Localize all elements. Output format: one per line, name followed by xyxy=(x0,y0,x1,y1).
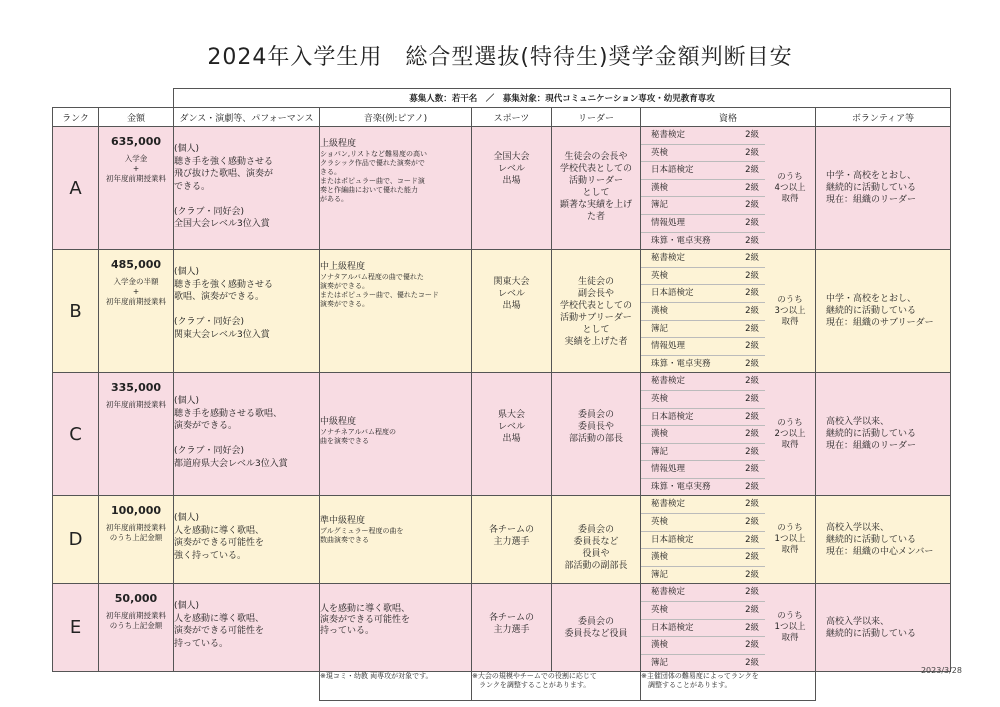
qualification-level: 2級 xyxy=(745,605,759,616)
qualification-name: 英検 xyxy=(651,517,669,528)
amount-value: 635,000 xyxy=(110,135,162,148)
dance-cell: (個人) 聴き手を感動させる歌唱、 演奏ができる。 (クラブ・同好会) 都道府県大会レベル3位入賞 xyxy=(174,373,320,496)
qualification-name: 簿記 xyxy=(651,200,669,211)
sports-cell: 県大会 レベル 出場 xyxy=(472,373,552,496)
rank-cell: E xyxy=(53,584,99,672)
qualification-name: 秘書検定 xyxy=(651,253,686,264)
music-cell xyxy=(320,250,472,373)
qualification-name: 日本語検定 xyxy=(651,622,694,633)
qualification-level: 2級 xyxy=(745,235,759,246)
qualification-name: 英検 xyxy=(651,270,669,281)
qualification-name: 情報処理 xyxy=(651,464,686,475)
music-detail: ソナタアルバム程度の曲で優れた 演奏ができる。 またはポピュラー曲で、優れたコード 演奏ができる。 xyxy=(320,273,439,309)
qualification-name: 秘書検定 xyxy=(651,587,686,598)
volunteer-cell: 中学・高校をとおし、 継続的に活動している 現在：組織のリーダー xyxy=(816,127,951,250)
header-dance: ダンス・演劇等、パフォーマンス xyxy=(174,108,320,127)
header-sports: スポーツ xyxy=(472,108,552,127)
qualification-item xyxy=(641,567,765,584)
qualification-item xyxy=(641,637,765,655)
qualification-level: 2級 xyxy=(745,270,759,281)
qualification-note: のうち 1つ以上 取得 xyxy=(774,611,806,644)
qualification-level: 2級 xyxy=(745,130,759,140)
qualification-item xyxy=(641,268,765,286)
qualification-item xyxy=(641,180,765,198)
music-level: 上級程度 xyxy=(320,139,357,149)
table-row xyxy=(53,373,951,496)
leader-cell: 委員会の 委員長など 役員や 部活動の副部長 xyxy=(552,496,641,584)
qualification-name: 珠算・電卓実務 xyxy=(651,481,711,492)
qualification-item xyxy=(641,479,765,496)
music-level: 人を感動に導く歌唱、 演奏ができる可能性を 持っている。 xyxy=(320,604,411,637)
qualification-name: 日本語検定 xyxy=(651,165,694,176)
qualification-level: 2級 xyxy=(745,640,759,651)
qualification-item xyxy=(641,461,765,479)
qualification-item xyxy=(641,250,765,268)
date-stamp: 2023/3/28 xyxy=(920,666,962,675)
music-cell xyxy=(320,127,472,250)
qualification-item xyxy=(641,549,765,567)
leader-cell: 生徒会の会長や 学校代表としての 活動リーダー として 顕著な実績を上げ た者 xyxy=(552,127,641,250)
qualification-item xyxy=(641,233,765,250)
qualification-level: 2級 xyxy=(745,499,759,510)
qualification-level: 2級 xyxy=(745,182,759,193)
dance-cell: (個人) 人を感動に導く歌唱、 演奏ができる可能性を 持っている。 xyxy=(174,584,320,672)
qualification-level: 2級 xyxy=(745,464,759,475)
qualification-level: 2級 xyxy=(745,393,759,404)
qualification-level: 2級 xyxy=(745,622,759,633)
amount-cell xyxy=(99,250,174,373)
music-detail: ブルグミュラー程度の曲を 数曲演奏できる xyxy=(320,527,404,545)
music-cell xyxy=(320,496,472,584)
header-amount: 金額 xyxy=(99,108,174,127)
dance-cell: (個人) 聴き手を強く感動させる 歌唱、演奏ができる。 (クラブ・同好会) 関東大会レベル3位入賞 xyxy=(174,250,320,373)
qualification-name: 秘書検定 xyxy=(651,499,686,510)
leader-cell: 生徒会の 副会長や 学校代表としての 活動サブリーダー として 実績を上げた者 xyxy=(552,250,641,373)
qualification-name: 簿記 xyxy=(651,657,669,668)
qualification-item xyxy=(641,409,765,427)
qualification-level: 2級 xyxy=(745,481,759,492)
qualification-item xyxy=(641,373,765,391)
qualification-item xyxy=(641,162,765,180)
dance-cell: (個人) 聴き手を強く感動させる 飛び抜けた歌唱、演奏が できる。 (クラブ・同好会) 全国大会レベル3位入賞 xyxy=(174,127,320,250)
qualification-cell xyxy=(641,584,816,672)
qualification-item xyxy=(641,391,765,409)
dance-cell: (個人) 人を感動に導く歌唱、 演奏ができる可能性を 強く持っている。 xyxy=(174,496,320,584)
qualification-level: 2級 xyxy=(745,288,759,299)
qualification-level: 2級 xyxy=(745,358,759,369)
qualification-item xyxy=(641,514,765,532)
header-leader: リーダー xyxy=(552,108,641,127)
qualification-name: 英検 xyxy=(651,393,669,404)
qualification-level: 2級 xyxy=(745,200,759,211)
amount-note: 初年度前期授業料 のうち上記金額 xyxy=(106,611,166,631)
table-row xyxy=(53,250,951,373)
qualification-name: 秘書検定 xyxy=(651,376,686,387)
sports-cell: 各チームの 主力選手 xyxy=(472,496,552,584)
qualification-item xyxy=(641,321,765,339)
amount-value: 335,000 xyxy=(110,381,162,395)
amount-cell xyxy=(99,373,174,496)
qualification-name: 秘書検定 xyxy=(651,130,686,140)
qualification-item xyxy=(641,620,765,638)
music-cell xyxy=(320,584,472,672)
leader-cell: 委員会の 委員長や 部活動の部長 xyxy=(552,373,641,496)
amount-cell xyxy=(99,496,174,584)
qualification-item xyxy=(641,444,765,462)
music-detail: ソナチネアルバム程度の 曲を演奏できる xyxy=(320,428,396,446)
amount-note: 初年度前期授業料 のうち上記金額 xyxy=(106,523,166,543)
amount-note: 初年度前期授業料 xyxy=(106,400,166,410)
qualification-name: 英検 xyxy=(651,605,669,616)
qualification-item xyxy=(641,532,765,550)
table-row xyxy=(53,496,951,584)
qualification-name: 漢検 xyxy=(651,182,669,193)
qualification-level: 2級 xyxy=(745,587,759,598)
qualification-list xyxy=(641,373,765,495)
qualification-note: のうち 4つ以上 取得 xyxy=(774,171,806,204)
qualification-level: 2級 xyxy=(745,429,759,440)
sports-cell: 各チームの 主力選手 xyxy=(472,584,552,672)
qualification-name: 簿記 xyxy=(651,569,669,580)
qualification-list xyxy=(641,584,765,671)
sports-cell: 関東大会 レベル 出場 xyxy=(472,250,552,373)
footnote-sports-leader: ※大会の規模やチームでの役割に応じて ランクを調整することがあります。 xyxy=(472,672,641,701)
qualification-note: のうち 1つ以上 取得 xyxy=(774,523,806,556)
qualification-list xyxy=(641,127,765,249)
qualification-item xyxy=(641,303,765,321)
qualification-item xyxy=(641,285,765,303)
qualification-name: 情報処理 xyxy=(651,341,686,352)
amount-note: 入学金の半額 + 初年度前期授業料 xyxy=(106,277,166,307)
rank-cell: A xyxy=(53,127,99,250)
scholarship-table xyxy=(52,88,951,701)
qualification-name: 英検 xyxy=(651,147,669,158)
qualification-list xyxy=(641,496,765,583)
qualification-item xyxy=(641,145,765,163)
amount-cell xyxy=(99,127,174,250)
qualification-name: 日本語検定 xyxy=(651,288,694,299)
qualification-name: 日本語検定 xyxy=(651,411,694,422)
qualification-name: 珠算・電卓実務 xyxy=(651,235,711,246)
header-music: 音楽(例:ピアノ) xyxy=(320,108,472,127)
qualification-cell xyxy=(641,127,816,250)
leader-cell: 委員会の 委員長など役員 xyxy=(552,584,641,672)
qualification-item xyxy=(641,338,765,356)
footnote-qualification: ※主催団体の難易度によってランクを 調整することがあります。 xyxy=(641,672,816,701)
qualification-cell xyxy=(641,496,816,584)
qualification-level: 2級 xyxy=(745,411,759,422)
qualification-level: 2級 xyxy=(745,305,759,316)
blank-corner xyxy=(53,89,174,108)
music-detail: ショパン,リストなど難易度の高い クラシック作品で優れた演奏がで きる。 またはポピュラー曲で、コード演 奏と作編曲において優れた能力 がある。 xyxy=(320,150,427,203)
qualification-level: 2級 xyxy=(745,217,759,228)
amount-value: 485,000 xyxy=(110,258,162,272)
music-level: 準中級程度 xyxy=(320,516,366,527)
qualification-note: のうち 3つ以上 取得 xyxy=(774,294,806,327)
qualification-note: のうち 2つ以上 取得 xyxy=(774,417,806,450)
header-rank: ランク xyxy=(53,108,99,127)
qualification-item xyxy=(641,584,765,602)
qualification-level: 2級 xyxy=(745,165,759,176)
page-title: 2024年入学生用 総合型選抜(特待生)奨学金額判断目安 xyxy=(207,45,793,70)
volunteer-cell: 高校入学以来、 継続的に活動している xyxy=(816,584,951,672)
qualification-item xyxy=(641,602,765,620)
header-volunteer: ボランティア等 xyxy=(816,108,951,127)
qualification-level: 2級 xyxy=(745,534,759,545)
qualification-name: 漢検 xyxy=(651,429,669,440)
volunteer-cell: 高校入学以来、 継続的に活動している 現在：組織のリーダー xyxy=(816,373,951,496)
qualification-name: 簿記 xyxy=(651,446,669,457)
qualification-cell xyxy=(641,250,816,373)
qualification-item xyxy=(641,215,765,233)
qualification-list xyxy=(641,250,765,372)
amount-value: 100,000 xyxy=(110,504,162,518)
qualification-cell xyxy=(641,373,816,496)
qualification-level: 2級 xyxy=(745,569,759,580)
qualification-item xyxy=(641,426,765,444)
amount-cell xyxy=(99,584,174,672)
volunteer-cell: 中学・高校をとおし、 継続的に活動している 現在：組織のサブリーダー xyxy=(816,250,951,373)
footnote-music: ※現コミ・幼教 両専攻が対象です。 xyxy=(320,672,472,701)
qualification-item xyxy=(641,197,765,215)
music-cell xyxy=(320,373,472,496)
table-row xyxy=(53,127,951,250)
amount-note: 入学金 + 初年度前期授業料 xyxy=(106,154,166,183)
footnote-row xyxy=(53,672,951,701)
qualification-level: 2級 xyxy=(745,446,759,457)
qualification-item xyxy=(641,496,765,514)
qualification-level: 2級 xyxy=(745,341,759,352)
qualification-level: 2級 xyxy=(745,657,759,668)
sports-cell: 全国大会 レベル 出場 xyxy=(472,127,552,250)
header-qualification: 資格 xyxy=(641,108,816,127)
recruitment-info: 募集人数：若干名 ／ 募集対象：現代コミュニケーション専攻・幼児教育専攻 xyxy=(174,89,951,108)
qualification-level: 2級 xyxy=(745,517,759,528)
qualification-item xyxy=(641,655,765,672)
rank-cell: D xyxy=(53,496,99,584)
qualification-name: 漢検 xyxy=(651,552,669,563)
qualification-name: 簿記 xyxy=(651,323,669,334)
qualification-level: 2級 xyxy=(745,147,759,158)
amount-value: 50,000 xyxy=(114,592,158,606)
qualification-name: 漢検 xyxy=(651,305,669,316)
qualification-item xyxy=(641,356,765,373)
header-row xyxy=(53,108,951,127)
qualification-name: 情報処理 xyxy=(651,217,686,228)
qualification-name: 漢検 xyxy=(651,640,669,651)
qualification-item xyxy=(641,127,765,145)
music-level: 中級程度 xyxy=(320,417,357,428)
table-row xyxy=(53,584,951,672)
qualification-level: 2級 xyxy=(745,323,759,334)
rank-cell: B xyxy=(53,250,99,373)
music-level: 中上級程度 xyxy=(320,262,366,273)
qualification-name: 日本語検定 xyxy=(651,534,694,545)
qualification-level: 2級 xyxy=(745,253,759,264)
rank-cell: C xyxy=(53,373,99,496)
volunteer-cell: 高校入学以来、 継続的に活動している 現在：組織の中心メンバー xyxy=(816,496,951,584)
qualification-level: 2級 xyxy=(745,376,759,387)
qualification-level: 2級 xyxy=(745,552,759,563)
qualification-name: 珠算・電卓実務 xyxy=(651,358,711,369)
